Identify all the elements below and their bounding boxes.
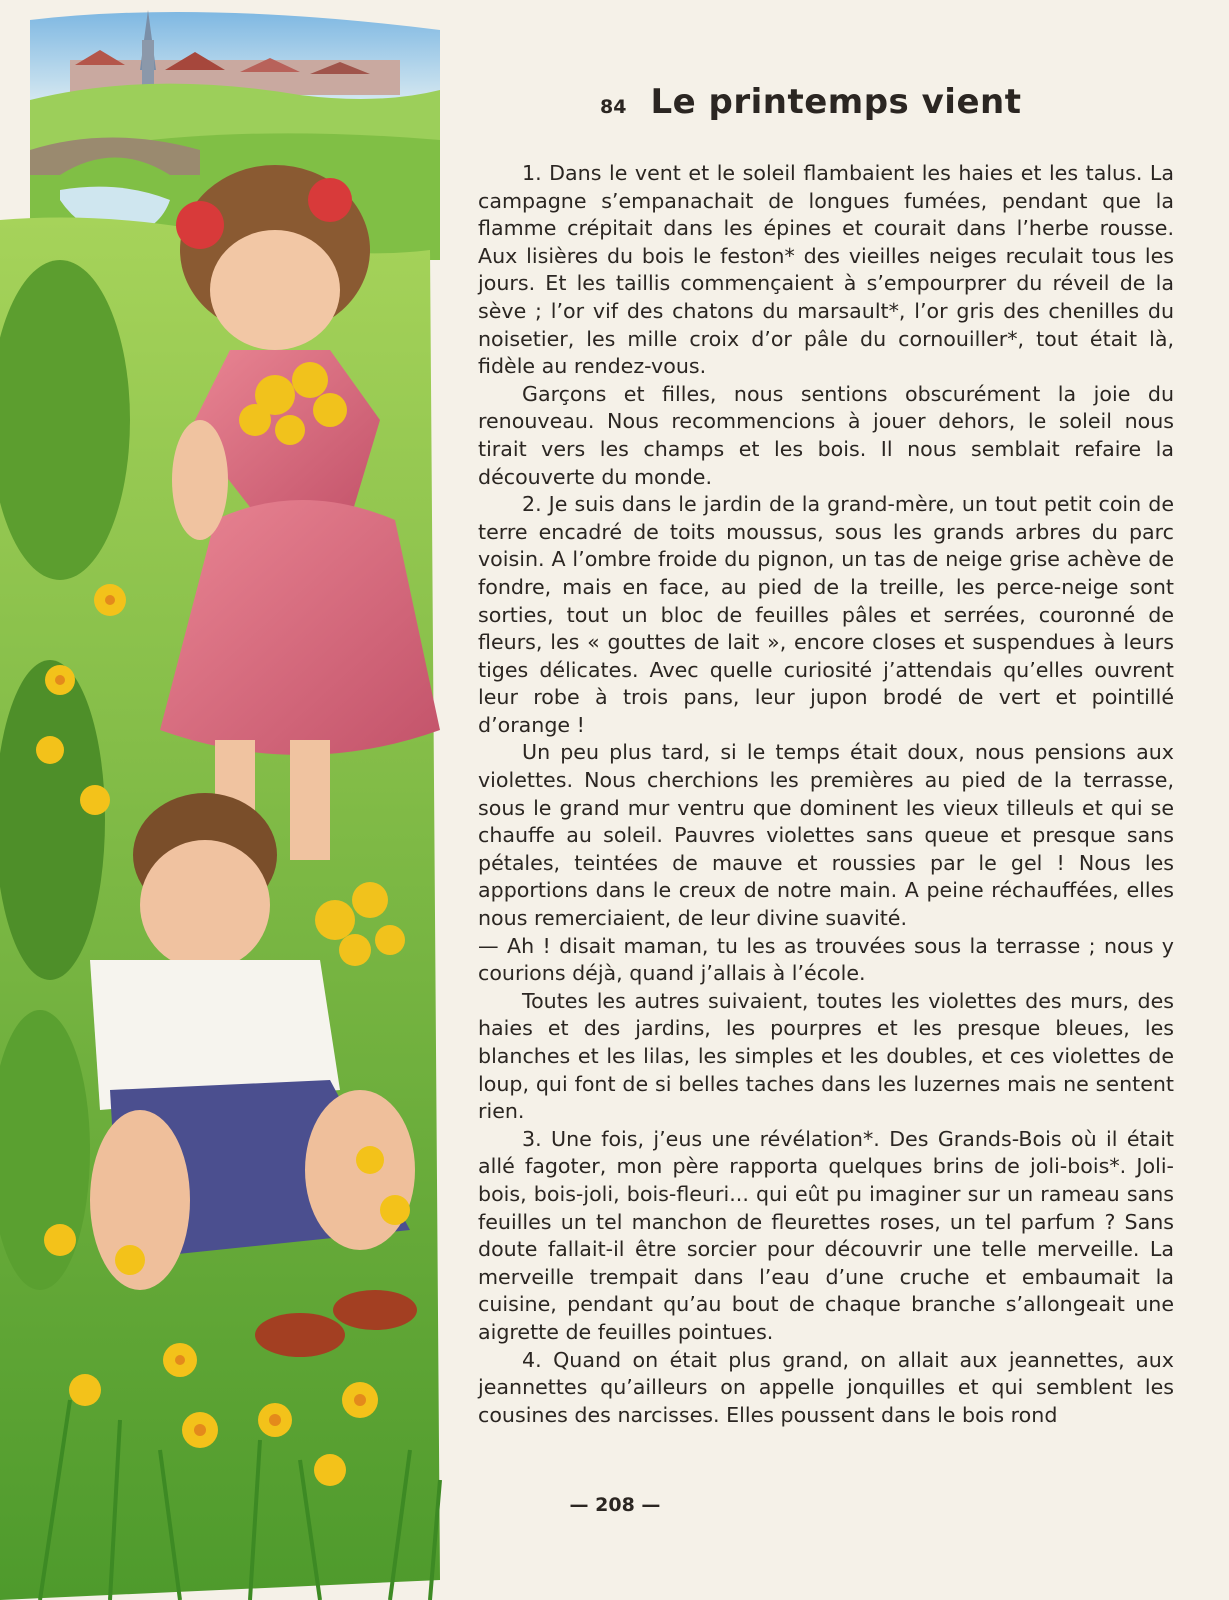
lesson-number: 84 xyxy=(600,96,627,118)
page-number: — 208 — xyxy=(569,1494,661,1516)
paragraph-8: 4. Quand on était plus grand, on allait aux jeannettes, aux jeannettes qu’ailleurs on appelle jonquilles et qui semblent les cousines des narcisses. Elles poussent dans le bois rond xyxy=(478,1347,1174,1427)
lesson-text xyxy=(478,160,1174,1480)
paragraph-7: 3. Une fois, j’eus une révélation*. Des Grands-Bois où il était allé fagoter, mon père rapporta quelques brins de joli-bois*. Joli-bois, bois-joli, bois-fleuri... qui eût pu imaginer sur un rameau sans feuilles un tel manchon de fleurettes roses, un tel parfum ? Sans doute fallait-il être sorcier pour découvrir une telle merveille. La merveille trempait dans l’eau d’une cruche et embaumait la cuisine, pendant qu’au bout de chaque branche s’allongeait une aigrette de feuilles pointues. xyxy=(478,1126,1174,1344)
children-picking-daffodils-image xyxy=(0,0,470,1600)
paragraph-1: 1. Dans le vent et le soleil flambaient les haies et les talus. La campagne s’empanachait de longues fumées, pendant que la flamme crépitait dans les épines et courait dans l’herbe rousse. Aux lisières du bois le feston* des vieilles neiges reculait tous les jours. Et les taillis commençaient à s’empourprer du réveil de la sève ; l’or vif des chatons du marsault*, l’or gris des chenilles du noisetier, les mille croix d’or pâle du cornouiller*, tout était là, fidèle au rendez-vous. xyxy=(478,161,1174,379)
paragraph-6: Toutes les autres suivaient, toutes les violettes des murs, des haies et des jardins, les pourpres et les presque bleues, les blanches et les lilas, les simples et les doubles, et ces violettes de loup, qui font de si belles taches dans les luzernes mais ne sentent rien. xyxy=(478,988,1174,1124)
lesson-title: Le printemps vient xyxy=(650,82,1022,122)
lesson-header xyxy=(600,82,1160,142)
paragraph-3: 2. Je suis dans le jardin de la grand-mère, un tout petit coin de terre encadré de toits moussus, sous les grands arbres du parc voisin. A l’ombre froide du pignon, un tas de neige grise achève de fondre, mais en face, au pied de la treille, les perce-neige sont sorties, tout un bloc de feuilles pâles et serrées, couronné de fleurs, les « gouttes de lait », encore closes et suspendues à leurs tiges délicates. Avec quelle curiosité j’attendais qu’elles ouvrent leur robe à trois pans, leur jupon brodé de vert et pointillé d’orange ! xyxy=(478,492,1174,737)
paragraph-5: — Ah ! disait maman, tu les as trouvées sous la terrasse ; nous y courions déjà, quand j’allais à l’école. xyxy=(478,933,1174,986)
spring-illustration xyxy=(0,0,470,1600)
paragraph-2: Garçons et filles, nous sentions obscurément la joie du renouveau. Nous recommencions à jouer dehors, le soleil nous tirait vers les champs et les bois. Il nous semblait refaire la découverte du monde. xyxy=(478,381,1174,489)
paragraph-4: Un peu plus tard, si le temps était doux, nous pensions aux violettes. Nous cherchions les premières au pied de la terrasse, sous le grand mur ventru que dominent les vieux tilleuls et qui se chauffe au soleil. Pauvres violettes sans queue et presque sans pétales, teintées de mauve et roussies par le gel ! Nous les apportions dans le creux de notre main. A peine réchauffées, elles nous remerciaient, de leur divine suavité. xyxy=(478,740,1174,931)
